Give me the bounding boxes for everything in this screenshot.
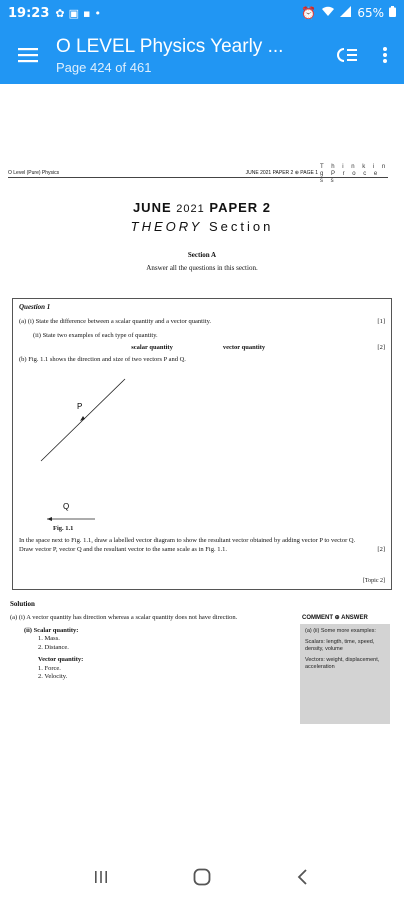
header-right: JUNE 2021 PAPER 2 ⊕ PAGE 1 [245, 170, 318, 176]
wifi-icon [321, 6, 335, 20]
header-left: O Level (Pure) Physics [8, 170, 60, 176]
more-vert-icon [382, 46, 388, 64]
menu-button[interactable] [0, 26, 56, 84]
title-block [56, 36, 328, 75]
exam-paper: PAPER 2 [209, 200, 272, 215]
theory-section: Section [208, 219, 274, 234]
comment-line-3: Vectors: weight, displacement, acceleration [305, 656, 380, 670]
exam-title [0, 200, 404, 215]
question-a-i: (a) (i) State the difference between a scalar quantity and a vector quantity. [1] [19, 318, 385, 325]
vector-q-label: Q [63, 502, 70, 511]
topic-tag: [Topic 2] [362, 578, 385, 584]
theory-word: THEORY [130, 219, 203, 234]
alarm-icon: ⏰ [301, 6, 317, 20]
signal-icon [340, 6, 352, 20]
comment-header: COMMENT ⊕ ANSWER [302, 615, 368, 621]
question-box [12, 298, 392, 590]
comment-line-2: Scalars: length, time, speed, density, volume [305, 638, 375, 652]
battery-icon [389, 6, 396, 20]
recents-icon [94, 870, 108, 884]
pdf-viewer[interactable] [0, 84, 404, 854]
vector-diagram [33, 375, 133, 525]
question-title: Question 1 [19, 303, 51, 311]
vector-label: vector quantity [222, 344, 266, 351]
publisher-logo: T h i n k i n g P r o c e s s [320, 164, 389, 184]
overflow-menu-button[interactable] [366, 26, 404, 84]
sim-icon: ▪ [83, 6, 91, 20]
vector-p-label: P [77, 402, 83, 411]
solution-a-i: (a) (i) A vector quantity has direction whereas a scalar quantity does not have direction. [10, 614, 238, 621]
hamburger-icon [18, 47, 38, 63]
scalar-label: scalar quantity [131, 344, 173, 351]
comment-box [300, 624, 390, 724]
solution-body [10, 614, 294, 682]
exam-month: JUNE [132, 200, 172, 215]
solution-heading: Solution [10, 600, 35, 608]
vector-p-line [41, 379, 125, 461]
page-indicator: Page 424 of 461 [56, 59, 152, 75]
toc-icon [336, 47, 358, 63]
figure-caption: Fig. 1.1 [53, 525, 74, 532]
image-icon: ▣ [68, 6, 80, 20]
dot-icon: • [94, 6, 101, 20]
back-icon [297, 869, 309, 885]
quantity-labels-row: scalar quantity vector quantity [2] [131, 344, 385, 351]
solution-scalar-heading: (ii) Scalar quantity: [24, 626, 79, 634]
solution-vector-list: 1. Force. 2. Velocity. [38, 664, 68, 680]
vector-q-arrowhead [47, 517, 52, 521]
question-b: (b) Fig. 1.1 shows the direction and size of two vectors P and Q. [19, 356, 186, 363]
solution-scalar-list: 1. Mass. 2. Distance. [38, 635, 69, 651]
home-icon [193, 868, 211, 886]
back-button[interactable] [283, 857, 323, 897]
status-time: 19:23 [8, 5, 50, 21]
notification-icons [55, 7, 101, 20]
comment-line-1: (a) (ii) Some more examples: [305, 628, 376, 634]
battery-text: 65% [357, 6, 384, 20]
document-title: O LEVEL Physics Yearly ... [56, 35, 284, 57]
settings-icon: ✿ [55, 6, 65, 20]
question-b-instructions: In the space next to Fig. 1.1, draw a labelled vector diagram to show the resultant vector obtained by adding vector P to vector Q. Draw vector P, vector Q and the resultant vector to the same scale as in Fig. 1.1. [2] [19, 537, 385, 553]
table-of-contents-button[interactable] [328, 26, 366, 84]
theory-heading [0, 219, 404, 234]
system-nav-bar [0, 854, 404, 900]
section-heading: Section A [187, 251, 217, 259]
solution-vector-heading: Vector quantity: [38, 656, 84, 663]
exam-year: 2021 [176, 203, 205, 215]
recent-apps-button[interactable] [81, 857, 121, 897]
home-button[interactable] [182, 857, 222, 897]
question-a-ii: (ii) State two examples of each type of quantity. [33, 332, 158, 339]
status-bar [0, 0, 404, 26]
section-instruction: Answer all the questions in this section. [146, 264, 258, 272]
app-bar [0, 26, 404, 84]
pdf-page [0, 84, 404, 724]
